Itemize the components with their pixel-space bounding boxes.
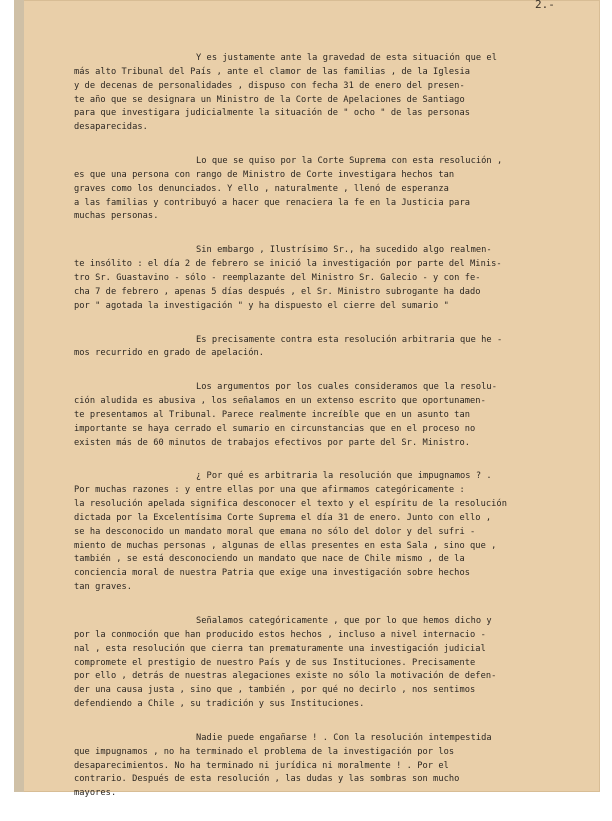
text-line: la resolución apelada significa desconocer el texto y el espíritu de la resolución (74, 499, 507, 510)
document-page (14, 0, 600, 799)
text-line: también , se está desconociendo un mandato que nace de Chile mismo , de la (74, 554, 465, 565)
paragraph (74, 615, 562, 712)
text-line: Es precisamente contra esta resolución arbitraria que he - (196, 334, 503, 345)
text-line: por " agotada la investigación " y ha dispuesto el cierre del sumario " (74, 300, 449, 311)
text-line: y de decenas de personalidades , dispuso con fecha 31 de enero del presen- (74, 80, 465, 91)
text-line: compromete el prestigio de nuestro País y de sus Instituciones. Precisamente (74, 657, 476, 668)
text-line: Los argumentos por los cuales consideramos que la resolu- (196, 382, 497, 393)
text-line: desaparecidas. (74, 122, 148, 133)
text-line: desaparecimientos. No ha terminado ni jurídica ni moralmente ! . Por el (74, 760, 449, 771)
text-line: es que una persona con rango de Ministro de Corte investigara hechos tan (74, 169, 455, 180)
text-line: Lo que se quiso por la Corte Suprema con esta resolución , (196, 156, 503, 167)
paragraph (74, 470, 562, 595)
text-line: para que investigara judicialmente la situación de " ocho " de las personas (74, 108, 471, 119)
text-line: Señalamos categóricamente , que por lo que hemos dicho y (196, 616, 492, 626)
text-line: te año que se designara un Ministro de la Corte de Apelaciones de Santiago (74, 94, 465, 105)
text-line: ¿ Por qué es arbitraria la resolución que impugnamos ? . (196, 471, 492, 482)
text-line: Nadie puede engañarse ! . Con la resolución intempestida (196, 732, 492, 743)
text-line: te insólito : el día 2 de febrero se inició la investigación por parte del Minis- (74, 259, 502, 270)
text-line: dictada por la Excelentísima Corte Suprema el día 31 de enero. Junto con ello , (74, 512, 492, 523)
text-line: defendiendo a Chile , su tradición y sus Instituciones. (74, 699, 365, 710)
paragraph (74, 732, 562, 801)
text-line: nal , esta resolución que cierra tan prematuramente una investigación judicial (74, 643, 486, 654)
text-line: contrario. Después de esta resolución , las dudas y las sombras son mucho (74, 774, 460, 785)
text-line: te presentamos al Tribunal. Parece realmente increíble que en un asunto tan (74, 409, 471, 420)
paragraph (74, 244, 562, 313)
text-line: miento de muchas personas , algunas de ellas presentes en esta Sala , sino que , (74, 540, 497, 551)
page-number: 2.- (535, 0, 555, 11)
text-line: más alto Tribunal del País , ante el clamor de las familias , de la Iglesia (74, 66, 471, 77)
page-edge-shadow (14, 0, 24, 792)
paragraph (74, 334, 562, 362)
text-line: se ha desconocido un mandato moral que emana no sólo del dolor y del sufri - (74, 526, 476, 537)
text-line: cha 7 de febrero , apenas 5 días después , el Sr. Ministro subrogante ha dado (74, 286, 481, 297)
text-line: Y es justamente ante la gravedad de esta situación que el (196, 53, 497, 63)
text-line: der una causa justa , sino que , también , por qué no decirlo , nos sentimos (74, 685, 476, 696)
text-line: muchas personas. (74, 211, 159, 222)
text-line: por ello , detrás de nuestras alegaciones existe no sólo la motivación de defen- (74, 671, 497, 682)
text-line: Por muchas razones : y entre ellas por una que afirmamos categóricamente : (74, 485, 465, 496)
text-line: tro Sr. Guastavino - sólo - reemplazante del Ministro Sr. Galecio - y con fe- (74, 272, 481, 283)
text-line: conciencia moral de nuestra Patria que exige una investigación sobre hechos (74, 568, 471, 579)
text-line: importante se haya cerrado el sumario en circunstancias que en el proceso no (74, 423, 476, 434)
text-line: tan graves. (74, 582, 133, 593)
text-line: a las familias y contribuyó a hacer que renaciera la fe en la Justicia para (74, 197, 471, 208)
text-line: existen más de 60 minutos de trabajos efectivos por parte del Sr. Ministro. (74, 437, 471, 448)
text-line: ción aludida es abusiva , los señalamos en un extenso escrito que oportunamen- (74, 396, 486, 407)
text-line: mayores. (74, 788, 117, 799)
text-line: Sin embargo , Ilustrísimo Sr., ha sucedido algo realmen- (196, 245, 492, 256)
text-line: mos recurrido en grado de apelación. (74, 348, 265, 359)
document-body (74, 52, 562, 821)
text-line: graves como los denunciados. Y ello , naturalmente , llenó de esperanza (74, 183, 449, 194)
paragraph (74, 155, 562, 224)
paragraph (74, 52, 562, 135)
text-line: que impugnamos , no ha terminado el problema de la investigación por los (74, 746, 455, 757)
paragraph (74, 381, 562, 450)
text-line: por la conmoción que han producido estos hechos , incluso a nivel internacio - (74, 629, 486, 640)
